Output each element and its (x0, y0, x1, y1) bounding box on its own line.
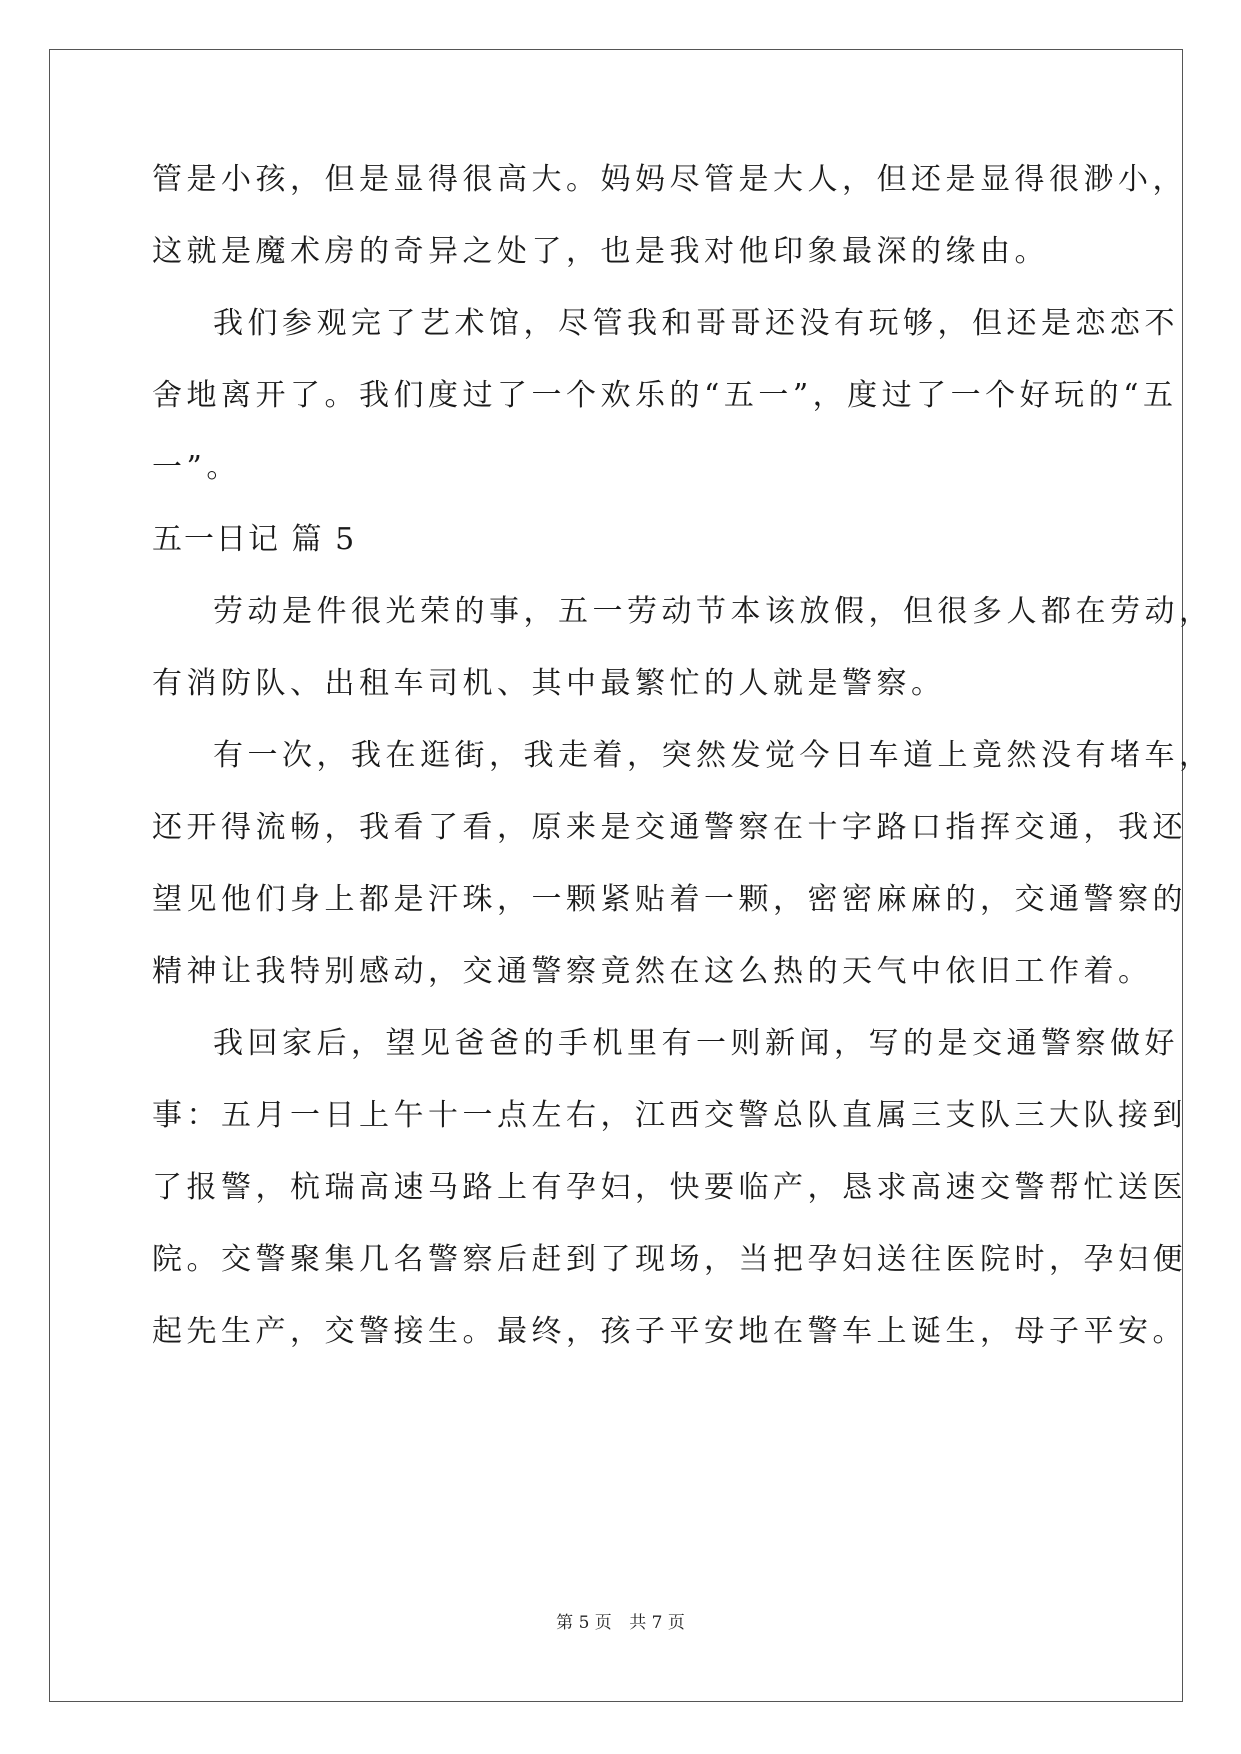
page-footer (0, 1608, 1241, 1633)
total-pages: 共 7 页 (629, 1613, 685, 1633)
text-line: 起先生产，交警接生。最终，孩子平安地在警车上诞生，母子平安。 (152, 1314, 1187, 1349)
text-line: 事：五月一日上午十一点左右，江西交警总队直属三支队三大队接到 (152, 1098, 1187, 1133)
section-heading: 五一日记 篇 5 (152, 522, 357, 557)
text-line: 还开得流畅，我看了看，原来是交通警察在十字路口指挥交通，我还 (152, 810, 1187, 845)
text-line: 精神让我特别感动，交通警察竟然在这么热的天气中依旧工作着。 (152, 954, 1153, 989)
page-number: 第 5 页 (556, 1613, 612, 1633)
text-line: 院。交警聚集几名警察后赶到了现场，当把孕妇送往医院时，孕妇便 (152, 1242, 1187, 1277)
page-border (49, 49, 1183, 1702)
text-line: 了报警，杭瑞高速马路上有孕妇，快要临产，恳求高速交警帮忙送医 (152, 1170, 1187, 1205)
text-line: 舍地离开了。我们度过了一个欢乐的“五一”，度过了一个好玩的“五 (152, 378, 1178, 413)
paragraph-start-line: 我们参观完了艺术馆，尽管我和哥哥还没有玩够，但还是恋恋不 (213, 306, 1179, 341)
paragraph-start-line: 劳动是件很光荣的事，五一劳动节本该放假，但很多人都在劳动， (213, 594, 1214, 629)
text-line: 管是小孩，但是显得很高大。妈妈尽管是大人，但还是显得很渺小， (152, 162, 1187, 197)
text-line: 望见他们身上都是汗珠，一颗紧贴着一颗，密密麻麻的，交通警察的 (152, 882, 1187, 917)
paragraph-start-line: 有一次，我在逛街，我走着，突然发觉今日车道上竟然没有堵车， (213, 738, 1214, 773)
text-line: 一”。 (152, 450, 241, 485)
paragraph-start-line: 我回家后，望见爸爸的手机里有一则新闻，写的是交通警察做好 (213, 1026, 1179, 1061)
text-line: 这就是魔术房的奇异之处了，也是我对他印象最深的缘由。 (152, 234, 1049, 269)
text-line: 有消防队、出租车司机、其中最繁忙的人就是警察。 (152, 666, 946, 701)
